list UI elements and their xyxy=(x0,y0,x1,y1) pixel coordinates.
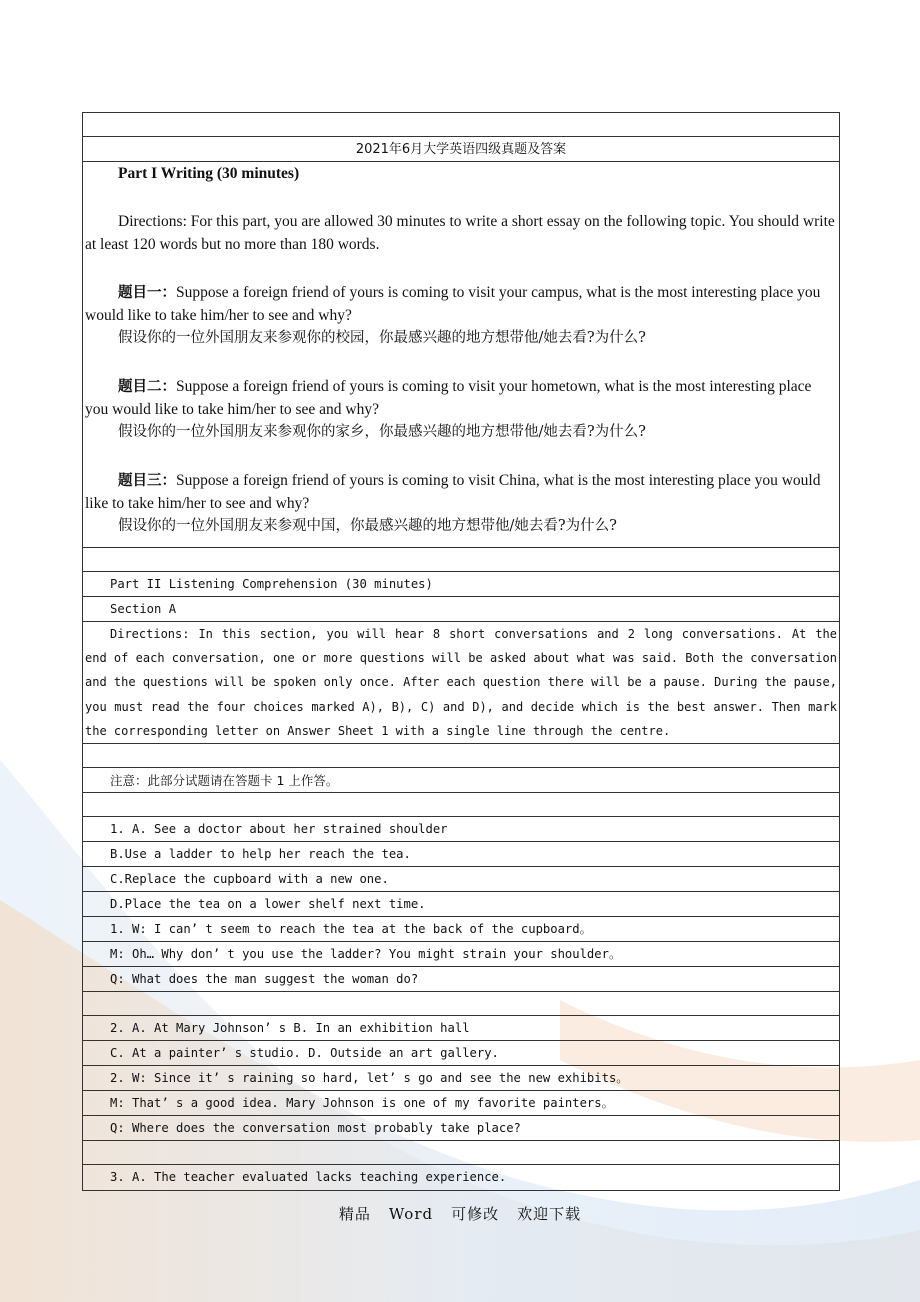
topic-2 xyxy=(85,375,837,421)
topic-2-label: 题目二： xyxy=(118,378,176,395)
q1-option-a: 1. A. See a doctor about her strained shoulder xyxy=(83,817,839,842)
q1-script-man: M: Oh… Why don’ t you use the ladder? You might strain your shoulder。 xyxy=(83,942,839,967)
listening-directions xyxy=(83,622,839,744)
document-table xyxy=(82,112,840,1191)
topic-3-cn: 假设你的一位外国朋友来参观中国，你最感兴趣的地方想带他/她去看?为什么? xyxy=(118,518,617,534)
q1-option-d: D.Place the tea on a lower shelf next time. xyxy=(83,892,839,917)
empty-row xyxy=(83,113,839,137)
empty-row xyxy=(83,793,839,817)
document-title: 2021年6月大学英语四级真题及答案 xyxy=(83,137,839,162)
q2-question: Q: Where does the conversation most probably take place? xyxy=(83,1116,839,1141)
topic-1 xyxy=(85,281,837,327)
writing-heading: Part I Writing (30 minutes) xyxy=(118,165,300,182)
page-footer xyxy=(0,1203,920,1224)
q1-script-woman: 1. W: I can’ t seem to reach the tea at the back of the cupboard。 xyxy=(83,917,839,942)
footer-item: 精品 xyxy=(338,1205,371,1223)
q1-option-b: B.Use a ladder to help her reach the tea. xyxy=(83,842,839,867)
listening-directions-text: Directions: In this section, you will hear 8 short conversations and 2 long conversations. At the end of each conversation, one or more questions will be asked about what was said. Both the conversation and the questions will be spoken only once. After each question there will be a pause. During the pause, you must read the four choices marked A), B), C) and D), and decide which is the best answer. Then mark the corresponding letter on Answer Sheet 1 with a single line through the centre. xyxy=(85,627,837,738)
empty-row xyxy=(83,548,839,572)
footer-item: Word xyxy=(388,1205,434,1223)
section-a-label: Section A xyxy=(83,597,839,622)
q1-question: Q: What does the man suggest the woman do? xyxy=(83,967,839,992)
footer-item: 可修改 xyxy=(451,1205,500,1223)
topic-3-en: Suppose a foreign friend of yours is coming to visit China, what is the most interesting place you would like to take him/her to see and why? xyxy=(85,472,821,512)
q2-script-man: M: That’ s a good idea. Mary Johnson is one of my favorite painters。 xyxy=(83,1091,839,1116)
q2-options-cd: C. At a painter’ s studio. D. Outside an art gallery. xyxy=(83,1041,839,1066)
writing-directions: Directions: For this part, you are allowed 30 minutes to write a short essay on the following topic. You should write at least 120 words but no more than 180 words. xyxy=(85,213,835,253)
topic-1-cn: 假设你的一位外国朋友来参观你的校园，你最感兴趣的地方想带他/她去看?为什么? xyxy=(118,330,646,346)
q1-option-c: C.Replace the cupboard with a new one. xyxy=(83,867,839,892)
empty-row xyxy=(83,1141,839,1165)
topic-3-label: 题目三： xyxy=(118,472,176,489)
q3-option-a: 3. A. The teacher evaluated lacks teaching experience. xyxy=(110,1170,507,1184)
empty-row xyxy=(83,744,839,768)
topic-1-label: 题目一： xyxy=(118,284,176,301)
topic-1-en: Suppose a foreign friend of yours is coming to visit your campus, what is the most interesting place you would like to take him/her to see and why? xyxy=(85,284,821,324)
writing-section xyxy=(83,162,839,548)
topic-2-en: Suppose a foreign friend of yours is coming to visit your hometown, what is the most interesting place you would like to take him/her to see and why? xyxy=(85,378,812,418)
q2-options-ab: 2. A. At Mary Johnson’ s B. In an exhibition hall xyxy=(83,1016,839,1041)
answer-sheet-note: 注意：此部分试题请在答题卡 1 上作答。 xyxy=(83,768,839,793)
topic-2-cn: 假设你的一位外国朋友来参观你的家乡，你最感兴趣的地方想带他/她去看?为什么? xyxy=(118,424,646,440)
listening-heading: Part II Listening Comprehension (30 minutes) xyxy=(83,572,839,597)
q2-script-woman: 2. W: Since it’ s raining so hard, let’ s go and see the new exhibits。 xyxy=(83,1066,839,1091)
topic-3 xyxy=(85,469,837,515)
empty-row xyxy=(83,992,839,1016)
footer-item: 欢迎下载 xyxy=(517,1205,582,1223)
